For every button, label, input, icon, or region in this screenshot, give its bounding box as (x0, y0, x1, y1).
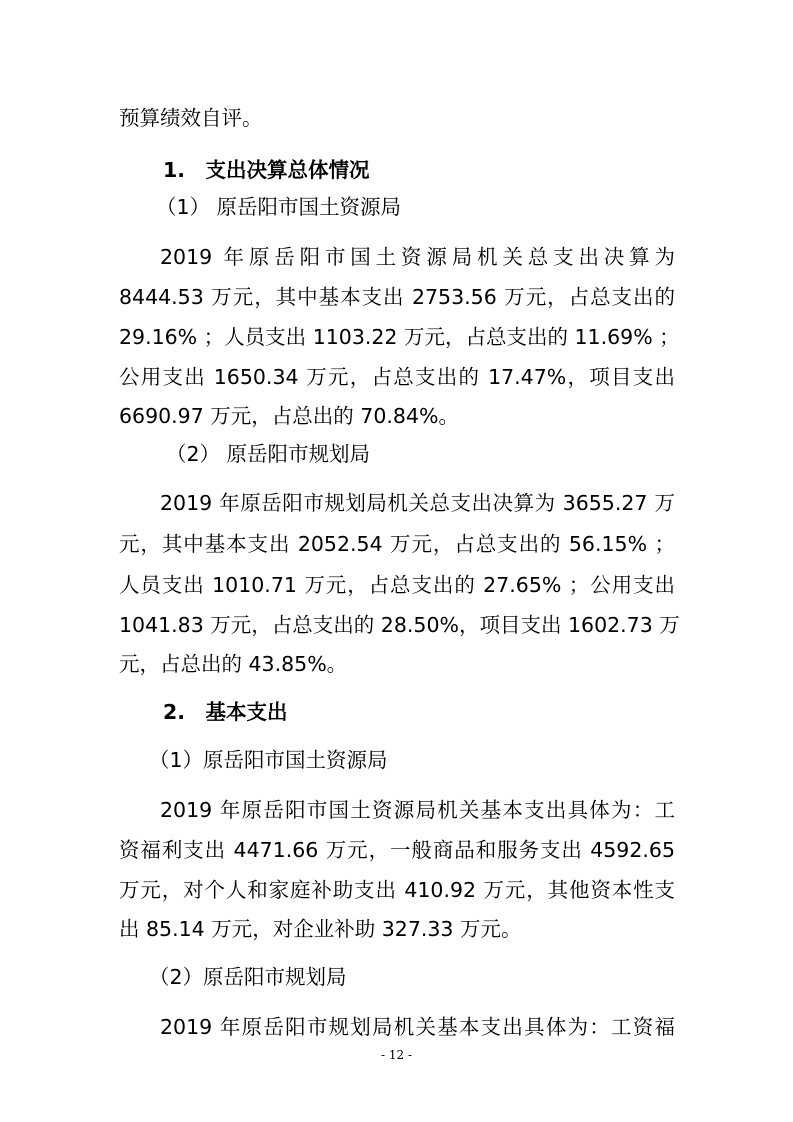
section-heading-2: 2. 基本支出 (163, 700, 288, 724)
subheading-land-resources-1: （1） 原岳阳市国土资源局 (156, 195, 402, 219)
paragraph-line: 元，其中基本支出 2052.54 万元，占总支出的 56.15% ； (119, 532, 675, 556)
paragraph-line: 资福利支出 4471.66 万元，一般商品和服务支出 4592.65 (119, 838, 675, 862)
paragraph-line: 6690.97 万元，占总出的 70.84%。 (119, 404, 459, 428)
paragraph-line: 2019 年原岳阳市国土资源局机关总支出决算为 (160, 245, 675, 269)
paragraph-line: 2019 年原岳阳市规划局机关基本支出具体为：工资福 (160, 1015, 675, 1039)
paragraph-line: 元，占总出的 43.85%。 (119, 652, 348, 676)
paragraph-line: 出 85.14 万元，对企业补助 327.33 万元。 (119, 917, 522, 941)
subheading-planning-2: （2）原岳阳市规划局 (149, 965, 347, 989)
paragraph-line: 公用支出 1650.34 万元，占总支出的 17.47%，项目支出 (119, 365, 675, 389)
paragraph-line: 29.16% ；人员支出 1103.22 万元，占总支出的 11.69% ； (119, 325, 680, 349)
subheading-land-resources-2: （1）原岳阳市国土资源局 (149, 748, 388, 772)
paragraph-line: 人员支出 1010.71 万元，占总支出的 27.65% ；公用支出 (119, 573, 675, 597)
paragraph-line: 2019 年原岳阳市规划局机关总支出决算为 3655.27 万 (160, 491, 675, 515)
subheading-planning-1: （2） 原岳阳市规划局 (166, 442, 371, 466)
paragraph-line: 2019 年原岳阳市国土资源局机关基本支出具体为：工 (160, 798, 675, 822)
paragraph-line: 8444.53 万元，其中基本支出 2753.56 万元，占总支出的 (119, 285, 675, 309)
page-number: - 12 - (380, 1048, 412, 1062)
section-heading-1: 1. 支出决算总体情况 (163, 158, 370, 182)
paragraph-line: 1041.83 万元，占总支出的 28.50%，项目支出 1602.73 万 (119, 613, 680, 637)
paragraph-line: 万元，对个人和家庭补助支出 410.92 万元，其他资本性支 (119, 878, 675, 902)
paragraph-continuation: 预算绩效自评。 (119, 106, 263, 130)
